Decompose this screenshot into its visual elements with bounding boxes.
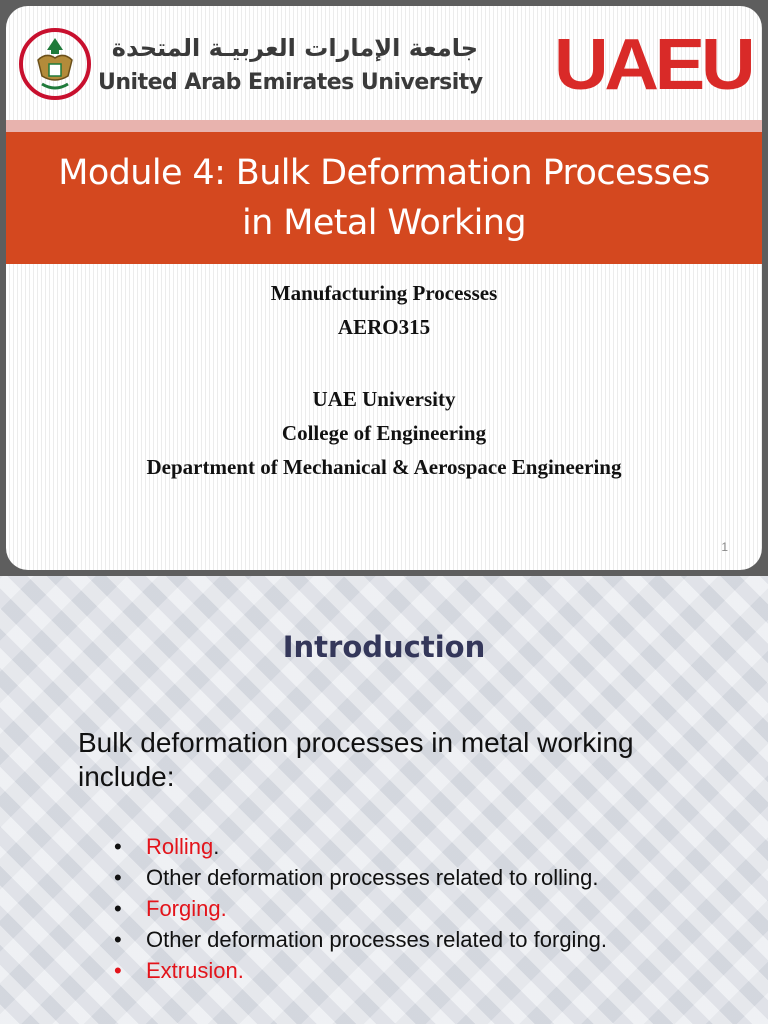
- university-name-arabic: جامعة الإمارات العربيـة المتحدة: [111, 34, 478, 62]
- list-item: [114, 832, 674, 862]
- bullet-icon: •: [114, 834, 122, 859]
- list-item: [114, 894, 674, 924]
- header-divider: [6, 120, 762, 132]
- bullet-icon: •: [114, 958, 122, 983]
- introduction-title: Introduction: [282, 630, 486, 664]
- introduction-slide: [0, 576, 768, 1024]
- bullet-icon: •: [114, 927, 122, 952]
- list-item: [114, 863, 674, 893]
- uaeu-logo: UAEU: [554, 25, 752, 105]
- university-emblem-icon: [18, 24, 92, 102]
- introduction-lead-text: Bulk deformation processes in metal working include:: [78, 727, 634, 792]
- list-item-text: Other deformation processes related to forging.: [146, 927, 608, 952]
- list-item: [114, 925, 674, 955]
- college-name: College of Engineering: [281, 421, 487, 445]
- bullet-icon: •: [114, 896, 122, 921]
- university-name-english: United Arab Emirates University: [98, 70, 483, 95]
- list-item: [114, 956, 674, 986]
- course-name: Manufacturing Processes: [270, 281, 498, 305]
- slide-title-line-1: Module 4: Bulk Deformation Processes: [58, 153, 710, 193]
- list-item-text: Other deformation processes related to rolling.: [146, 865, 599, 890]
- list-item-suffix: .: [213, 834, 220, 859]
- spacer: [6, 344, 762, 382]
- process-list: [114, 832, 674, 987]
- department-name: Department of Mechanical & Aerospace Engineering: [146, 455, 622, 479]
- course-code: AERO315: [337, 315, 431, 339]
- bullet-icon: •: [114, 865, 122, 890]
- list-item-text: Extrusion.: [146, 958, 244, 983]
- slide-header: [6, 6, 762, 116]
- slide-title-line-2: in Metal Working: [242, 203, 526, 243]
- institution-name: UAE University: [312, 387, 456, 411]
- slide-title: [58, 148, 710, 248]
- title-slide-card: [6, 6, 762, 570]
- slide-number: 1: [721, 540, 728, 554]
- title-band: [6, 132, 762, 264]
- slide-subtitle-block: [6, 276, 762, 484]
- list-item-text: Forging.: [146, 896, 227, 921]
- list-item-text: Rolling: [146, 834, 214, 859]
